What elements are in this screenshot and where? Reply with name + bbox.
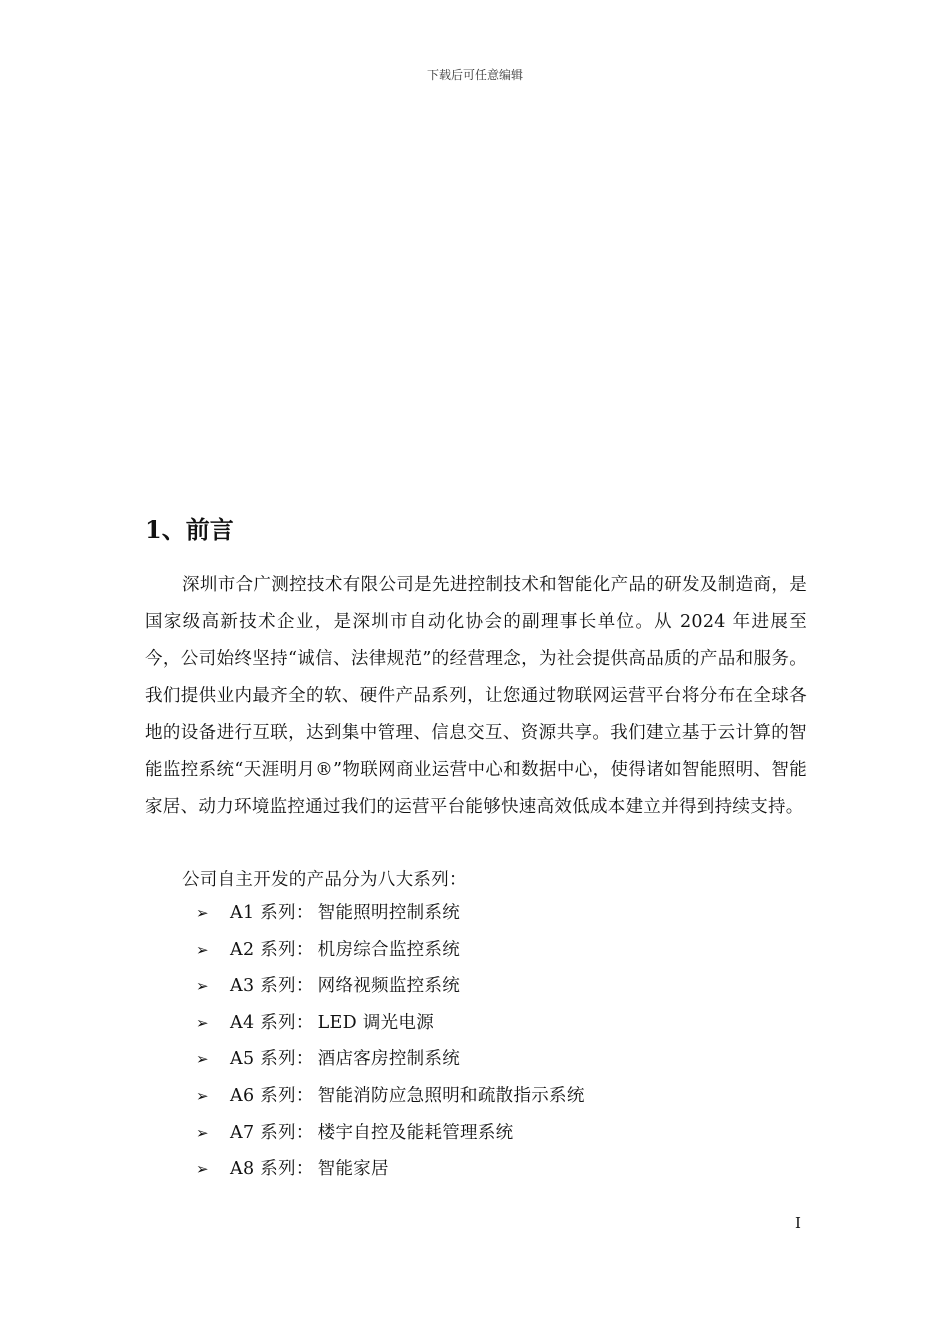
- list-item: [196, 1151, 585, 1188]
- series-code: A2 系列：: [230, 939, 314, 960]
- series-name: 酒店客房控制系统: [317, 1049, 461, 1070]
- page-number: I: [795, 1214, 801, 1232]
- series-name: 机房综合监控系统: [317, 939, 461, 960]
- arrow-bullet-icon: ➢: [196, 977, 209, 996]
- list-item: [196, 1005, 585, 1042]
- arrow-bullet-icon: ➢: [196, 904, 209, 922]
- arrow-bullet-icon: ➢: [196, 1086, 209, 1105]
- series-code: A3 系列：: [230, 976, 314, 997]
- series-code: A4 系列：: [230, 1012, 314, 1033]
- series-name: 智能照明控制系统: [317, 903, 461, 923]
- arrow-bullet-icon: ➢: [196, 1123, 209, 1142]
- series-name: 智能消防应急照明和疏散指示系统: [317, 1085, 585, 1106]
- list-item: [196, 1115, 585, 1152]
- series-intro: 公司自主开发的产品分为八大系列：: [182, 870, 467, 890]
- list-item: [196, 932, 585, 969]
- arrow-bullet-icon: ➢: [196, 1050, 209, 1069]
- series-code: A7 系列：: [230, 1122, 314, 1143]
- list-item: [196, 1078, 585, 1115]
- series-name: 智能家居: [317, 1159, 389, 1180]
- series-code: A1 系列：: [230, 903, 314, 923]
- series-code: A8 系列：: [230, 1159, 314, 1180]
- series-name: 网络视频监控系统: [317, 976, 461, 997]
- series-name: 楼宇自控及能耗管理系统: [317, 1122, 514, 1143]
- arrow-bullet-icon: ➢: [196, 1160, 209, 1179]
- arrow-bullet-icon: ➢: [196, 940, 209, 959]
- series-code: A5 系列：: [230, 1049, 314, 1070]
- list-item: [196, 968, 585, 1005]
- arrow-bullet-icon: ➢: [196, 1013, 209, 1032]
- page-header-note: 下载后可任意编辑: [426, 68, 523, 82]
- series-name: LED 调光电源: [317, 1012, 435, 1033]
- series-list: [196, 895, 585, 1188]
- list-item: [196, 1041, 585, 1078]
- list-item: [196, 895, 585, 932]
- intro-paragraph: 深圳市合广测控技术有限公司是先进控制技术和智能化产品的研发及制造商，是国家级高新技术企业，是深圳市自动化协会的副理事长单位。从 2024 年进展至今，公司始终坚持“诚信、法律规范”的经营理念，为社会提供高品质的产品和服务。我们提供业内最齐全的软、硬件产品系列，让您通过物联网运营平台将分布在全球各地的设备进行互联，达到集中管理、信息交互、资源共享。我们建立基于云计算的智能监控系统“天涯明月®”物联网商业运营中心和数据中心，使得诸如智能照明、智能家居、动力环境监控通过我们的运营平台能够快速高效低成本建立并得到持续支持。: [145, 575, 807, 817]
- series-code: A6 系列：: [230, 1085, 314, 1106]
- section-heading: 1、前言: [145, 515, 234, 544]
